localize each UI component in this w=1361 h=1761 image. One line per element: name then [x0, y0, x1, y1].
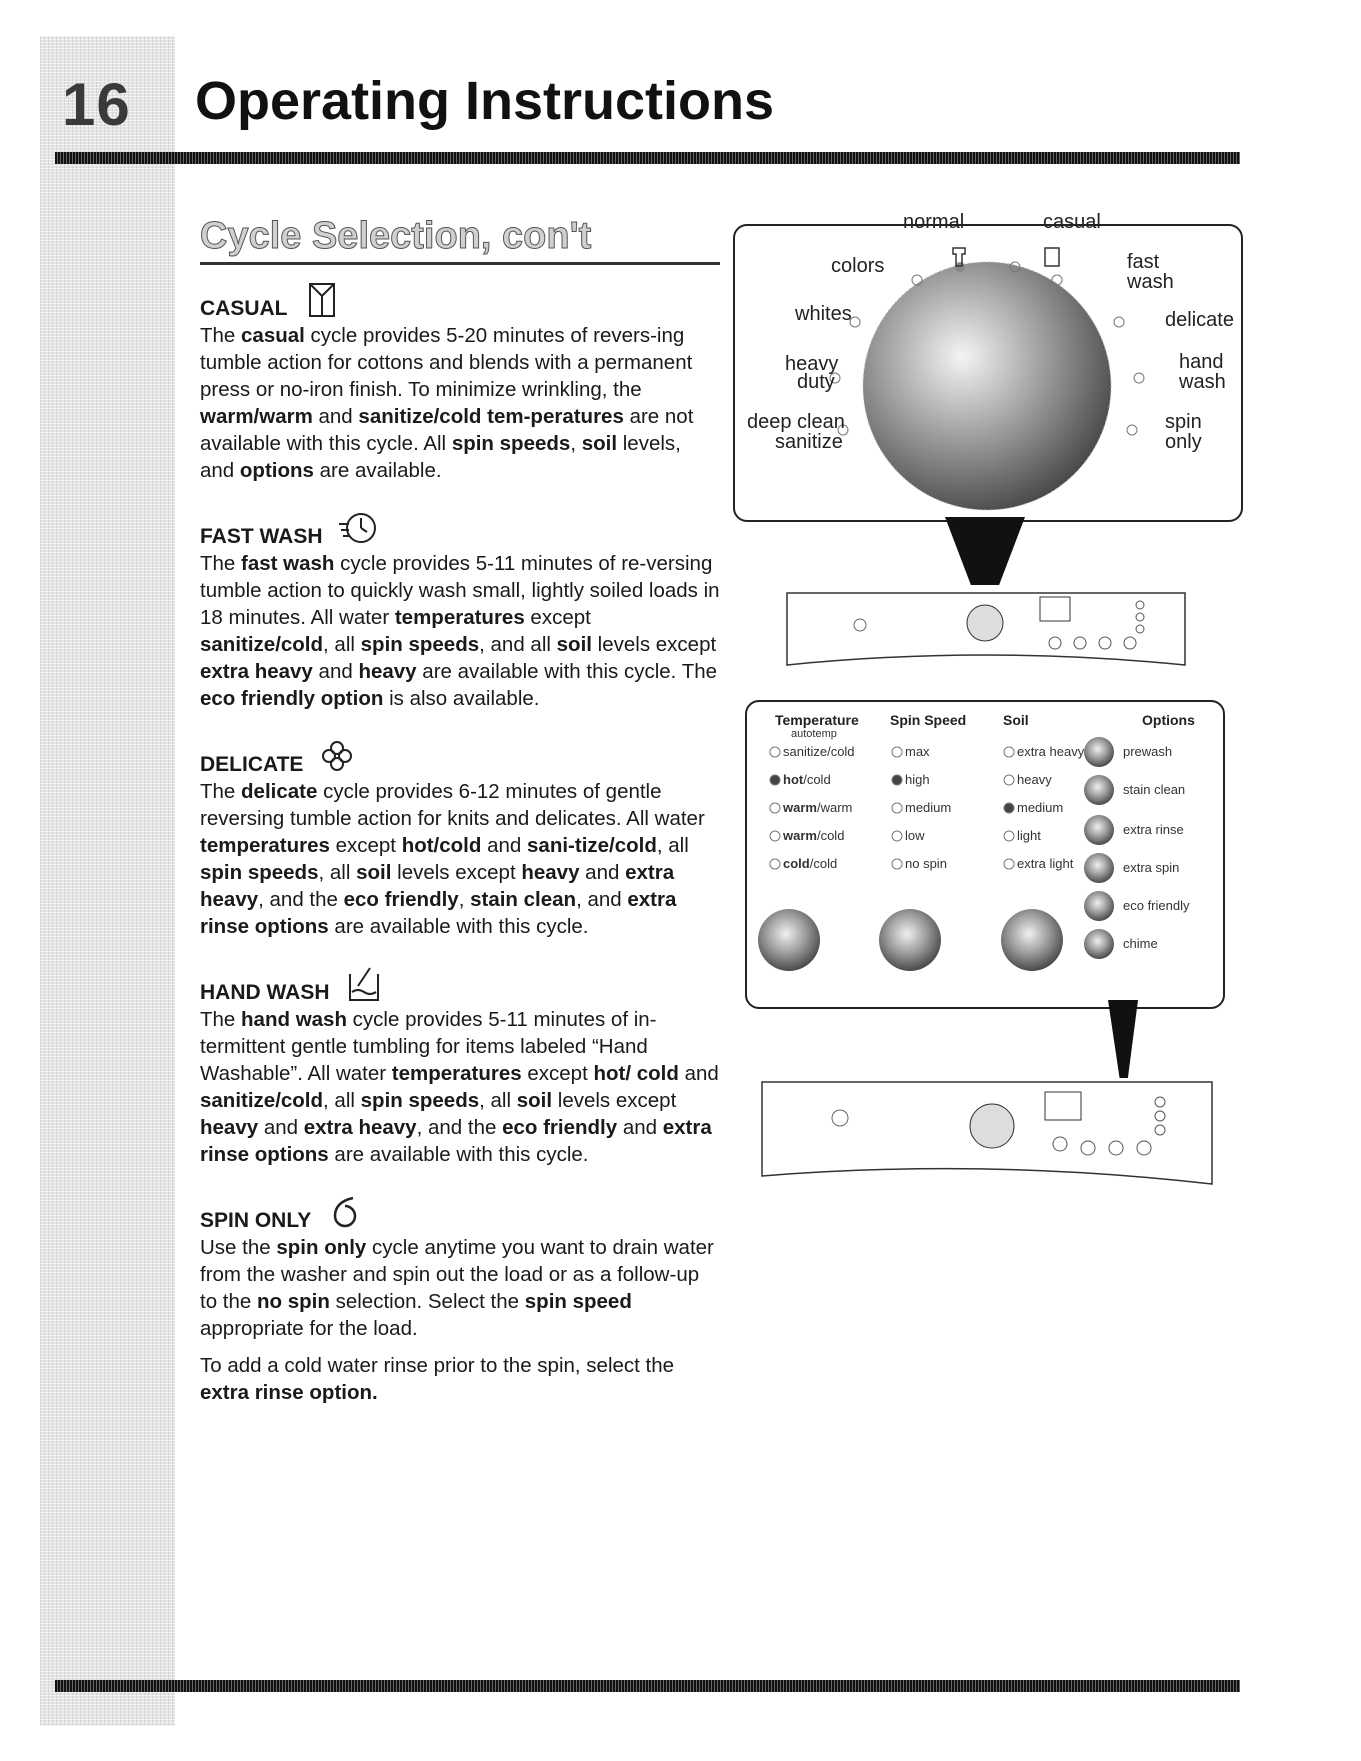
cycle-description: Use the spin only cycle anytime you want to drain water from the washer and spin out the load or as a follow-up to the no spin selection. Select the spin speed appropriate for the load. — [200, 1236, 714, 1340]
cycle-heading: SPIN ONLY — [200, 1190, 720, 1234]
indicator-light — [892, 775, 902, 785]
top-rule — [55, 152, 1240, 164]
spin-speed-option: max — [905, 744, 930, 759]
page-number: 16 — [62, 71, 131, 138]
option-label-prewash: prewash — [1123, 744, 1173, 759]
indicator-light — [1004, 803, 1014, 813]
cycle-label-delicate: delicate — [1165, 309, 1234, 331]
cycle-heading: CASUAL — [200, 278, 720, 322]
soil-option: light — [1017, 828, 1041, 843]
sidebar-texture — [40, 36, 175, 1726]
soil-option: extra heavy — [1017, 744, 1085, 759]
temperature-option: warm/cold — [783, 828, 845, 843]
options-header: Options — [1142, 712, 1195, 728]
option-button-extra-spin[interactable] — [1084, 853, 1114, 883]
option-label-extra-spin: extra spin — [1123, 860, 1180, 875]
indicator-light — [770, 803, 780, 813]
cycle-heading: HAND WASH — [200, 962, 720, 1006]
temperature-header: Temperature — [775, 712, 859, 728]
cycle-delicate — [200, 734, 720, 940]
cycle-label-spin: spin — [1165, 411, 1202, 433]
cycle-hand-wash — [200, 962, 720, 1168]
shirt-icon — [1045, 248, 1059, 266]
cycle-descriptions — [200, 278, 720, 1428]
cycle-description: To add a cold water rinse prior to the spin, select the extra rinse option. — [200, 1354, 675, 1404]
indicator-light — [770, 775, 780, 785]
cycle-casual — [200, 278, 720, 484]
option-button-prewash[interactable] — [1084, 737, 1114, 767]
section-rule — [200, 262, 720, 265]
indicator-light — [892, 803, 902, 813]
cycle-heading: DELICATE — [200, 734, 720, 778]
soil-option: extra light — [1017, 856, 1074, 871]
shirt-icon — [302, 278, 342, 322]
indicator-light — [892, 747, 902, 757]
option-label-stain-clean: stain clean — [1123, 782, 1186, 797]
options-panel — [745, 700, 1225, 1009]
cycle-dial-knob[interactable] — [863, 262, 1111, 510]
option-label-chime: chime — [1123, 936, 1158, 951]
indicator-light — [1004, 859, 1014, 869]
spin-speed-option: high — [905, 772, 930, 787]
spin-speed-option: no spin — [905, 856, 947, 871]
soil-button[interactable] — [1001, 909, 1063, 971]
cycle-spin-only — [200, 1190, 720, 1406]
temperature-option: cold/cold — [783, 856, 838, 871]
indicator-light — [912, 275, 922, 285]
hand-wash-icon — [344, 962, 384, 1006]
cycle-label-fast: fast — [1127, 251, 1160, 273]
cycle-label-casual: casual — [1043, 211, 1101, 233]
indicator-light — [770, 831, 780, 841]
cycle-label-sanitize: sanitize — [775, 431, 843, 453]
control-panel-illustration-1 — [785, 585, 1190, 675]
cycle-description: The delicate cycle provides 6-12 minutes of gentle reversing tumble action for knits and delicates. All water temperatures except hot/cold and sani-tize/cold, all spin speeds, all soil levels except heavy and extra heavy, and the eco friendly, stain clean, and extra rinse options are available with this cycle. — [200, 780, 705, 938]
cycle-description: The casual cycle provides 5-20 minutes of revers-ing tumble action for cottons and blends with a permanent press or no-iron finish. To minimize wrinkling, the warm/warm and sanitize/cold tem-peratures are not available with this cycle. All spin speeds, soil levels, and options are available. — [200, 324, 694, 482]
soil-option: heavy — [1017, 772, 1052, 787]
stopwatch-icon — [337, 506, 377, 550]
spin-speed-option: medium — [905, 800, 952, 815]
cycle-description: The fast wash cycle provides 5-11 minutes of re-versing tumble action to quickly wash small, lightly soiled loads in 18 minutes. All water temperatures except sanitize/cold, all spin speeds, and all soil levels except extra heavy and heavy are available with this cycle. The eco friendly option is also available. — [200, 552, 720, 710]
indicator-light — [770, 859, 780, 869]
cycle-label-heavy-duty: duty — [797, 371, 835, 393]
cycle-label-hand-wash: wash — [1179, 371, 1226, 393]
indicator-light — [892, 831, 902, 841]
indicator-light — [1134, 373, 1144, 383]
indicator-light — [1114, 317, 1124, 327]
cycle-label-hand: hand — [1179, 351, 1224, 373]
control-panel-illustration-2 — [760, 1078, 1215, 1188]
cycle-label-heavy: heavy — [785, 353, 839, 375]
cycle-heading: FAST WASH — [200, 506, 720, 550]
cycle-label-fast-wash: wash — [1127, 271, 1174, 293]
temperature-option: sanitize/cold — [783, 744, 855, 759]
cycle-label-normal: normal — [903, 211, 965, 233]
temperature-option: hot/cold — [783, 772, 831, 787]
option-label-extra-rinse: extra rinse — [1123, 822, 1184, 837]
indicator-light — [1052, 275, 1062, 285]
page-title: Operating Instructions — [195, 71, 775, 131]
cycle-description: The hand wash cycle provides 5-11 minutes of in-termittent gentle tumbling for items labeled “Hand Washable”. All water temperatures except hot/ cold and sanitize/cold, all spin speeds, all soil levels except heavy and extra heavy, and the eco friendly and extra rinse options are available with this cycle. — [200, 1008, 719, 1166]
spin-speed-option: low — [905, 828, 925, 843]
option-button-stain-clean[interactable] — [1084, 775, 1114, 805]
indicator-light — [770, 747, 780, 757]
flower-icon — [317, 734, 357, 778]
indicator-light — [892, 859, 902, 869]
spin-speed-button[interactable] — [879, 909, 941, 971]
option-button-chime[interactable] — [1084, 929, 1114, 959]
spin-icon — [325, 1190, 365, 1234]
spin-speed-header: Spin Speed — [890, 712, 967, 728]
option-button-eco-friendly[interactable] — [1084, 891, 1114, 921]
soil-header: Soil — [1003, 712, 1029, 728]
cycle-fast-wash — [200, 506, 720, 712]
soil-option: medium — [1017, 800, 1064, 815]
indicator-light — [1127, 425, 1137, 435]
temperature-option: warm/warm — [783, 800, 853, 815]
cycle-label-colors: colors — [831, 255, 885, 277]
cycle-label-spin-only: only — [1165, 431, 1202, 453]
cycle-label-deep-clean: deep clean — [747, 411, 845, 433]
option-label-eco-friendly: eco friendly — [1123, 898, 1190, 913]
section-title: Cycle Selection, con't — [200, 215, 592, 257]
indicator-light — [1004, 747, 1014, 757]
indicator-light — [1004, 831, 1014, 841]
bottom-rule — [55, 1680, 1240, 1692]
cycle-label-whites: whites — [795, 303, 852, 325]
cycle-dial-panel — [733, 211, 1243, 522]
indicator-light — [1004, 775, 1014, 785]
temperature-button[interactable] — [758, 909, 820, 971]
option-button-extra-rinse[interactable] — [1084, 815, 1114, 845]
autotemp-label: autotemp — [791, 728, 837, 740]
